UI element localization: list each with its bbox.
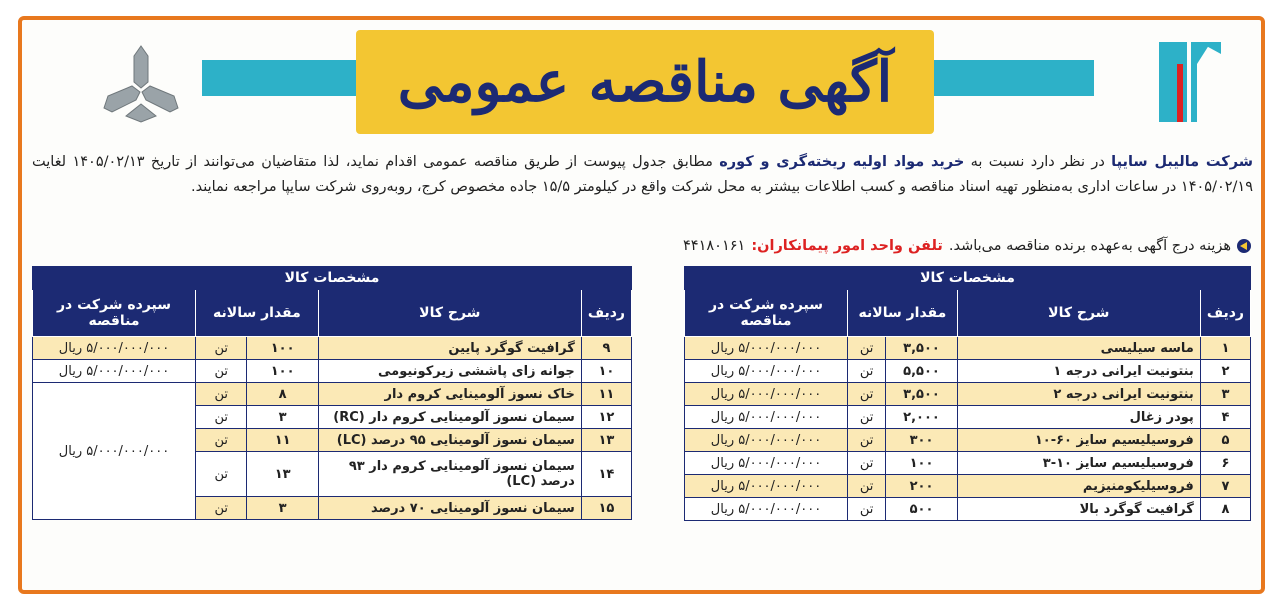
item-description: خاک نسوز آلومینایی کروم دار [318, 383, 581, 406]
item-deposit: ۵/۰۰۰/۰۰۰/۰۰۰ ریال [685, 475, 848, 498]
table-row [33, 337, 632, 360]
col-deposit: سپرده شرکت در مناقصه [685, 290, 848, 337]
col-deposit: سپرده شرکت در مناقصه [33, 290, 196, 337]
row-number: ۲ [1200, 360, 1250, 383]
arrow-bullet-icon [1237, 239, 1251, 253]
item-quantity: ۳,۵۰۰ [886, 383, 958, 406]
item-quantity: ۵,۵۰۰ [886, 360, 958, 383]
item-description: فروسیلیکومنیزیم [957, 475, 1200, 498]
item-quantity: ۱۰۰ [886, 452, 958, 475]
item-quantity: ۳ [247, 406, 318, 429]
item-unit: تن [848, 337, 886, 360]
item-description: فروسیلیسیم سایز ۶۰-۱۰ [957, 429, 1200, 452]
item-description: گرافیت گوگرد بالا [957, 498, 1200, 521]
tender-subject: خرید مواد اولیه ریخته‌گری و کوره [719, 154, 965, 170]
item-description: پودر زغال [957, 406, 1200, 429]
item-deposit: ۵/۰۰۰/۰۰۰/۰۰۰ ریال [33, 337, 196, 360]
item-unit: تن [848, 452, 886, 475]
row-number: ۱ [1200, 337, 1250, 360]
item-deposit: ۵/۰۰۰/۰۰۰/۰۰۰ ریال [685, 429, 848, 452]
note-text: هزینه درج آگهی به‌عهده برنده مناقصه می‌باشد. [948, 238, 1231, 254]
col-row: ردیف [581, 290, 631, 337]
row-number: ۴ [1200, 406, 1250, 429]
item-quantity: ۸ [247, 383, 318, 406]
item-description: سیمان نسوز آلومینایی ۹۵ درصد (LC) [318, 429, 581, 452]
items-table-left [32, 266, 632, 520]
item-description: سیمان نسوز آلومینایی ۷۰ درصد [318, 497, 581, 520]
table-row [33, 360, 632, 383]
row-number: ۳ [1200, 383, 1250, 406]
table-row [685, 452, 1251, 475]
item-quantity: ۱۳ [247, 452, 318, 497]
item-description: بنتونیت ایرانی درجه ۱ [957, 360, 1200, 383]
row-number: ۷ [1200, 475, 1250, 498]
col-desc: شرح کالا [318, 290, 581, 337]
item-description: فروسیلیسیم سایز ۱۰-۳ [957, 452, 1200, 475]
title-banner [356, 30, 934, 134]
item-deposit: ۵/۰۰۰/۰۰۰/۰۰۰ ریال [685, 406, 848, 429]
company-logo-icon [1141, 34, 1231, 130]
row-number: ۸ [1200, 498, 1250, 521]
item-unit: تن [848, 406, 886, 429]
item-description: جوانه زای پاششی زیرکونیومی [318, 360, 581, 383]
items-table-right [684, 266, 1251, 521]
intro-text-2: مطابق جدول پیوست از طریق مناقصه عمومی اقدام نماید، لذا متقاضیان می‌توانند از تاریخ ۱۴۰۵/۰۲/۱۳ لغایت ۱۴۰۵/۰۲/۱۹ در ساعات اداری به‌منظور تهیه اسناد مناقصه و کسب اطلاعات بیشتر به محل شرکت واقع در کیلومتر ۱۵/۵ جاده مخصوص کرج، روبه‌روی شرکت سایپا مراجعه نمایند. [32, 154, 1253, 195]
item-unit: تن [196, 383, 247, 406]
row-number: ۹ [581, 337, 631, 360]
phone-label: تلفن واحد امور پیمانکاران: [751, 238, 943, 254]
merged-deposit: ۵/۰۰۰/۰۰۰/۰۰۰ ریال [33, 383, 196, 520]
intro-paragraph [32, 150, 1253, 200]
item-unit: تن [196, 429, 247, 452]
item-description: گرافیت گوگرد پایین [318, 337, 581, 360]
table-row [685, 406, 1251, 429]
item-description: بنتونیت ایرانی درجه ۲ [957, 383, 1200, 406]
header [26, 24, 1257, 146]
item-unit: تن [196, 360, 247, 383]
col-desc: شرح کالا [957, 290, 1200, 337]
item-unit: تن [196, 337, 247, 360]
table-row [685, 360, 1251, 383]
item-deposit: ۵/۰۰۰/۰۰۰/۰۰۰ ریال [33, 360, 196, 383]
cost-note [683, 238, 1251, 254]
item-deposit: ۵/۰۰۰/۰۰۰/۰۰۰ ریال [685, 360, 848, 383]
company-name: شرکت مالیبل سایپا [1111, 154, 1253, 170]
row-number: ۱۱ [581, 383, 631, 406]
item-quantity: ۲۰۰ [886, 475, 958, 498]
table-row [685, 383, 1251, 406]
item-description: ماسه سیلیسی [957, 337, 1200, 360]
item-deposit: ۵/۰۰۰/۰۰۰/۰۰۰ ریال [685, 337, 848, 360]
header-stripe-left [202, 60, 356, 96]
item-unit: تن [848, 475, 886, 498]
item-unit: تن [848, 498, 886, 521]
item-description: سیمان نسوز آلومینایی کروم دار ۹۳ درصد (LC) [318, 452, 581, 497]
page-title: آگهی مناقصه عمومی [397, 49, 893, 115]
row-number: ۱۰ [581, 360, 631, 383]
col-row: ردیف [1200, 290, 1250, 337]
header-stripe-right [934, 60, 1094, 96]
ad-frame [18, 16, 1265, 594]
table-row [685, 337, 1251, 360]
item-unit: تن [196, 452, 247, 497]
item-quantity: ۲,۰۰۰ [886, 406, 958, 429]
col-qty: مقدار سالانه [848, 290, 958, 337]
row-number: ۵ [1200, 429, 1250, 452]
item-unit: تن [848, 383, 886, 406]
intro-text-1: در نظر دارد نسبت به [964, 154, 1112, 170]
row-number: ۱۵ [581, 497, 631, 520]
item-deposit: ۵/۰۰۰/۰۰۰/۰۰۰ ریال [685, 452, 848, 475]
item-quantity: ۳۰۰ [886, 429, 958, 452]
item-unit: تن [848, 360, 886, 383]
phone-number: ۴۴۱۸۰۱۶۱ [683, 238, 746, 254]
saipa-logo-icon [96, 42, 186, 124]
item-quantity: ۱۱ [247, 429, 318, 452]
item-deposit: ۵/۰۰۰/۰۰۰/۰۰۰ ریال [685, 383, 848, 406]
item-quantity: ۵۰۰ [886, 498, 958, 521]
item-description: سیمان نسوز آلومینایی کروم دار (RC) [318, 406, 581, 429]
item-quantity: ۱۰۰ [247, 360, 318, 383]
item-unit: تن [196, 497, 247, 520]
table-row [33, 383, 632, 406]
table-row [685, 498, 1251, 521]
table-row [685, 429, 1251, 452]
item-quantity: ۳ [247, 497, 318, 520]
row-number: ۱۲ [581, 406, 631, 429]
item-unit: تن [848, 429, 886, 452]
item-quantity: ۱۰۰ [247, 337, 318, 360]
table-group-title: مشخصات کالا [685, 267, 1251, 290]
item-quantity: ۳,۵۰۰ [886, 337, 958, 360]
row-number: ۶ [1200, 452, 1250, 475]
row-number: ۱۳ [581, 429, 631, 452]
item-deposit: ۵/۰۰۰/۰۰۰/۰۰۰ ریال [685, 498, 848, 521]
table-group-title: مشخصات کالا [33, 267, 632, 290]
item-unit: تن [196, 406, 247, 429]
col-qty: مقدار سالانه [196, 290, 319, 337]
table-row [685, 475, 1251, 498]
row-number: ۱۴ [581, 452, 631, 497]
